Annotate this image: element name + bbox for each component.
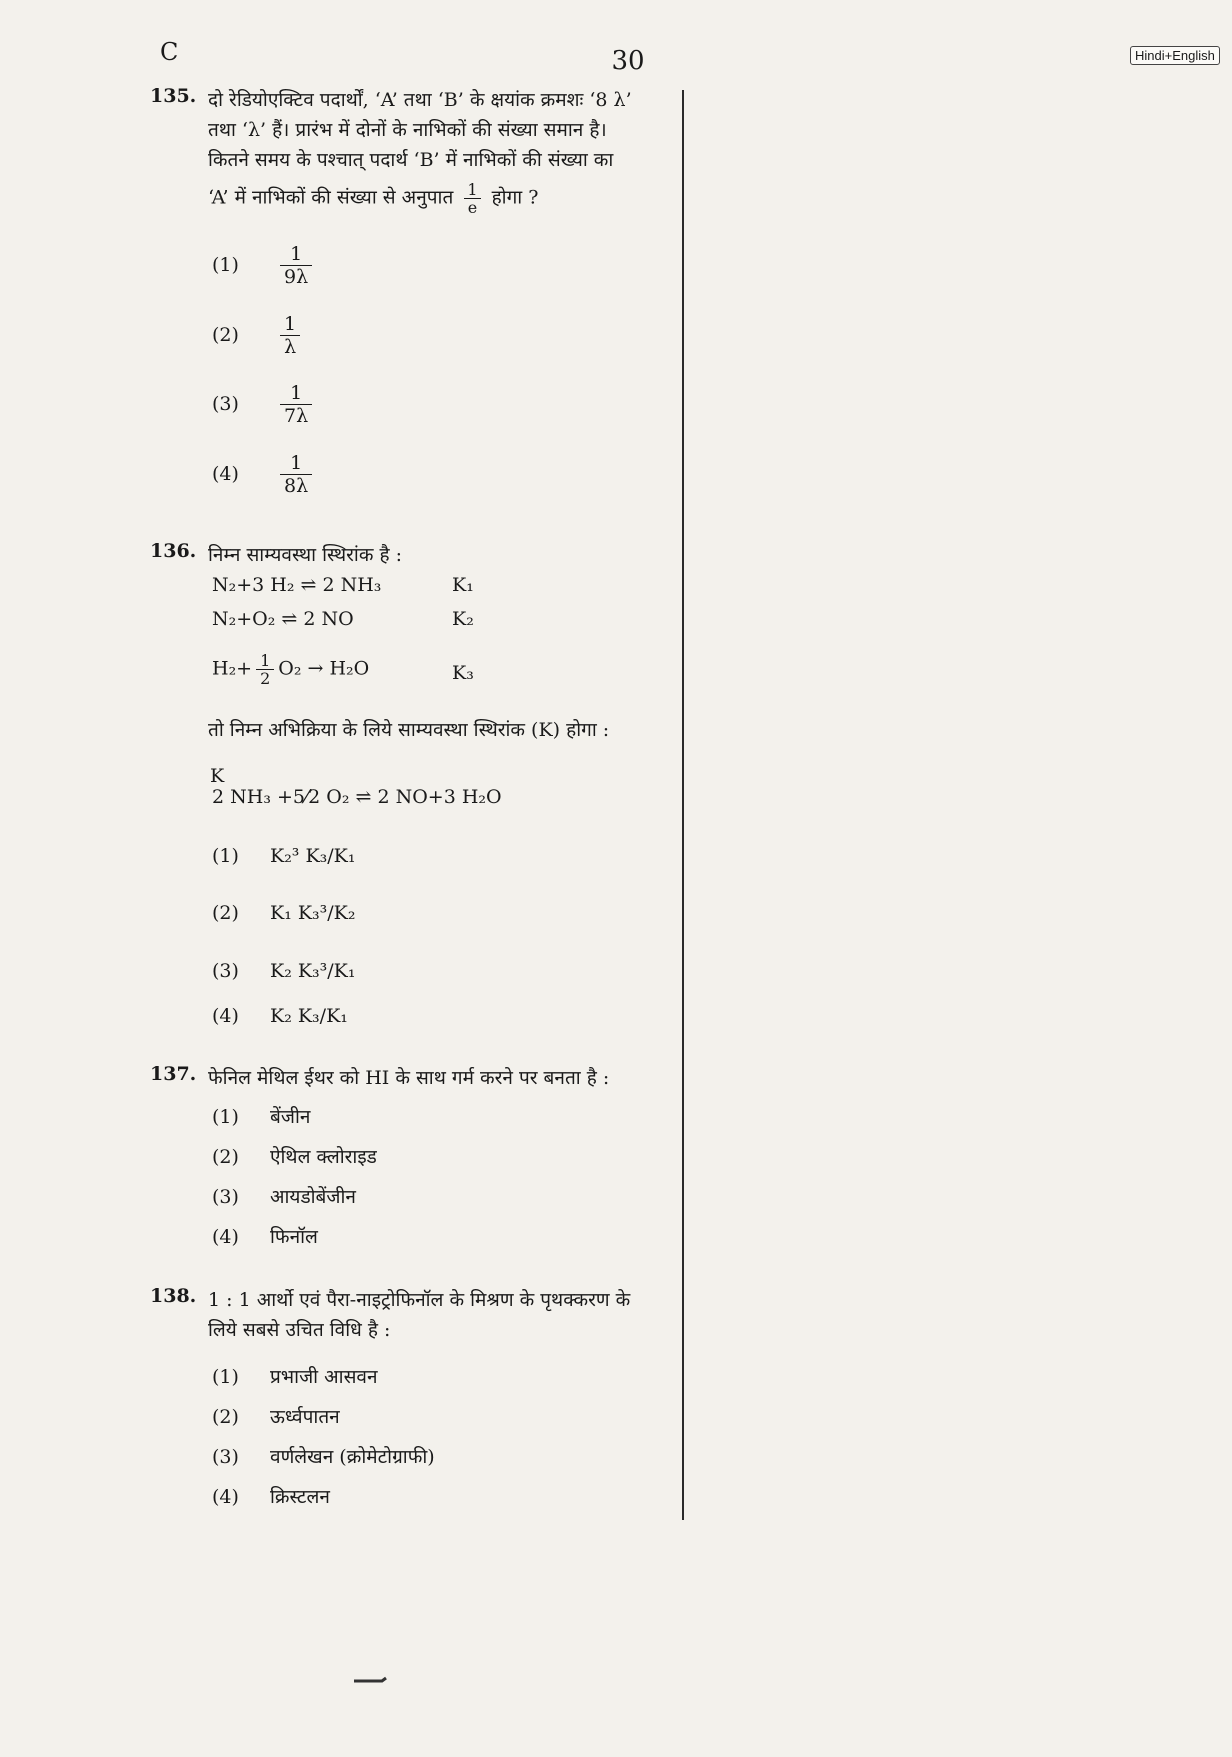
equation-text: N₂+O₂ ⇌ 2 NO <box>212 608 354 630</box>
set-code: C <box>160 38 179 66</box>
option-4[interactable] <box>212 1005 348 1027</box>
question-stem: निम्न साम्यवस्था स्थिरांक है : <box>208 544 403 566</box>
fraction-denominator: 9λ <box>280 265 312 288</box>
question-number: 135. <box>150 85 197 107</box>
option-fraction <box>280 243 312 288</box>
question-number: 137. <box>150 1063 197 1085</box>
equation-1 <box>212 574 474 596</box>
scan-smudge <box>352 1675 392 1687</box>
equation-3 <box>212 651 474 688</box>
option-1[interactable] <box>212 1363 378 1389</box>
stem-line: लिये सबसे उचित विधि है : <box>208 1319 391 1341</box>
equilibrium-constant: K₂ <box>452 608 474 630</box>
language-badge: Hindi+English <box>1130 46 1220 65</box>
question-138-hindi <box>150 1285 675 1508</box>
option-text: बेंजीन <box>270 1106 311 1128</box>
question-stem <box>208 1285 675 1345</box>
option-1[interactable] <box>212 845 356 867</box>
question-number: 138. <box>150 1285 197 1307</box>
stem-line: कितने समय के पश्चात् पदार्थ ‘B’ में नाभिकों की संख्या का <box>208 149 614 171</box>
option-3[interactable] <box>212 1443 435 1469</box>
fraction-numerator: 1 <box>467 180 478 199</box>
option-number: (3) <box>212 392 239 415</box>
option-4[interactable] <box>212 1483 330 1509</box>
question-stem: फेनिल मेथिल ईथर को HI के साथ गर्म करने पर बनता है : <box>208 1067 610 1089</box>
equation-2 <box>212 608 474 630</box>
option-number: (3) <box>212 1446 239 1468</box>
option-number: (4) <box>212 1226 239 1248</box>
fraction-numerator: 1 <box>290 452 303 474</box>
equilibrium-constant: K₁ <box>452 574 474 596</box>
stem-text: होगा ? <box>491 186 539 209</box>
target-reaction: 2 NH₃ +5⁄2 O₂ ⇌ 2 NO+3 H₂O <box>212 786 502 808</box>
option-text: वर्णलेखन (क्रोमेटोग्राफी) <box>270 1446 435 1468</box>
option-3[interactable] <box>212 382 316 427</box>
stem-line: तथा ‘λ’ हैं। प्रारंभ में दोनों के नाभिकों की संख्या समान है। <box>208 119 607 141</box>
option-text: K₂ K₃³/K₁ <box>270 960 356 982</box>
question-substem: तो निम्न अभिक्रिया के लिये साम्यवस्था स्थिरांक (K) होगा : <box>208 719 610 741</box>
option-3[interactable] <box>212 960 356 982</box>
stem-line: दो रेडियोएक्टिव पदार्थों, ‘A’ तथा ‘B’ के क्षयांक क्रमशः ‘8 λ’ <box>208 89 632 111</box>
option-2[interactable] <box>212 902 356 924</box>
stem-line: 1 : 1 आर्थो एवं पैरा-नाइट्रोफिनॉल के मिश्रण के पृथक्करण के <box>208 1289 631 1311</box>
stem-line <box>208 181 675 216</box>
option-number: (1) <box>212 1366 239 1388</box>
option-number: (2) <box>212 902 239 924</box>
option-text: क्रिस्टलन <box>270 1486 330 1508</box>
option-number: (2) <box>212 323 239 346</box>
fraction-denominator: 7λ <box>280 404 312 427</box>
option-3[interactable] <box>212 1183 356 1209</box>
equation-text: H₂+ <box>212 657 253 680</box>
question-stem <box>208 85 675 216</box>
option-number: (2) <box>212 1406 239 1428</box>
option-2[interactable] <box>212 1143 377 1169</box>
option-number: (3) <box>212 1186 239 1208</box>
fraction-denominator: 8λ <box>280 474 312 497</box>
equilibrium-constant: K₃ <box>452 662 474 684</box>
fraction-numerator: 1 <box>290 243 303 265</box>
option-number: (1) <box>212 845 239 867</box>
option-number: (3) <box>212 960 239 982</box>
option-text: K₂³ K₃/K₁ <box>270 845 356 867</box>
fraction-numerator: 1 <box>290 382 303 404</box>
option-number: (4) <box>212 1486 239 1508</box>
option-text: आयडोबेंजीन <box>270 1186 356 1208</box>
option-1[interactable] <box>212 243 316 288</box>
option-fraction <box>280 313 300 358</box>
equation-text: N₂+3 H₂ ⇌ 2 NH₃ <box>212 574 382 596</box>
column-divider <box>682 90 684 1520</box>
option-text: ऐथिल क्लोराइड <box>270 1146 377 1168</box>
question-137-hindi <box>150 1063 675 1248</box>
option-text: फिनॉल <box>270 1226 318 1248</box>
fraction-denominator: e <box>464 198 481 216</box>
option-number: (1) <box>212 1106 239 1128</box>
option-fraction <box>280 382 312 427</box>
option-fraction <box>280 452 312 497</box>
stem-text: ‘A’ में नाभिकों की संख्या से अनुपात <box>208 186 454 209</box>
option-4[interactable] <box>212 1223 318 1249</box>
equation-fraction <box>256 652 274 687</box>
option-number: (4) <box>212 1005 239 1027</box>
ratio-fraction <box>463 181 481 216</box>
option-number: (4) <box>212 462 239 485</box>
question-136-hindi <box>150 540 675 1027</box>
fraction-numerator: 1 <box>284 313 297 335</box>
option-2[interactable] <box>212 1403 340 1429</box>
fraction-denominator: λ <box>280 335 300 358</box>
option-text: K₂ K₃/K₁ <box>270 1005 348 1027</box>
option-4[interactable] <box>212 452 316 497</box>
page-number: 30 <box>611 46 645 76</box>
question-number: 136. <box>150 540 197 562</box>
target-reaction-k: K <box>210 765 225 787</box>
fraction-denominator: 2 <box>256 669 274 687</box>
option-text: K₁ K₃³/K₂ <box>270 902 356 924</box>
option-1[interactable] <box>212 1103 310 1129</box>
fraction-numerator: 1 <box>260 651 271 670</box>
option-number: (2) <box>212 1146 239 1168</box>
option-2[interactable] <box>212 313 304 358</box>
option-text: प्रभाजी आसवन <box>270 1366 378 1388</box>
option-number: (1) <box>212 253 239 276</box>
option-text: ऊर्ध्वपातन <box>270 1406 340 1428</box>
equation-text: O₂ → H₂O <box>278 657 370 680</box>
